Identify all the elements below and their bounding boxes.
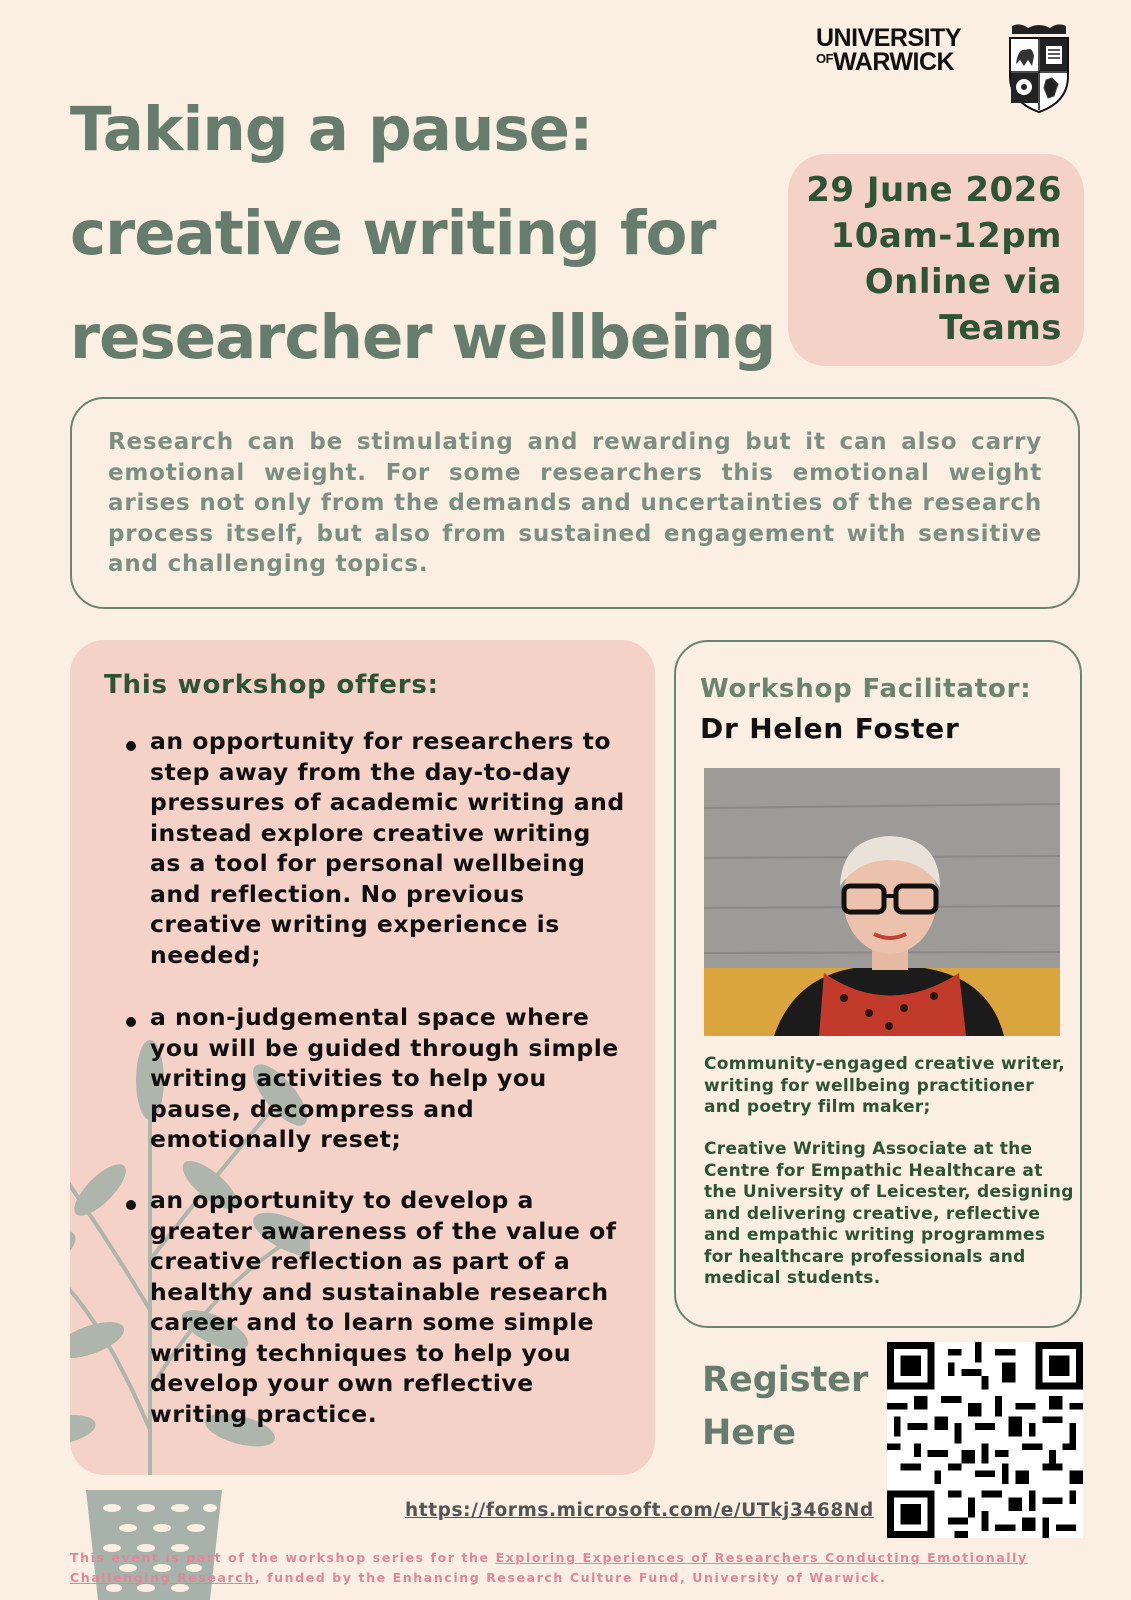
facilitator-name: Dr Helen Foster [700,712,960,745]
here-label: Here [702,1413,797,1453]
event-location-line-1: Online via [864,262,1062,302]
title-line-2: creative writing for [70,198,716,269]
intro-text: Research can be stimulating and rewarding but it can also carry emotional weight. For some researchers this emotional weight arises not only from the demands and uncertainties of the research process itself, but also from sustained engagement with sensitive and challenging topics. [108,429,1042,577]
footer-suffix: , funded by the Enhancing Research Culture Fund, University of Warwick. [254,1570,887,1585]
crest-icon [1006,24,1072,114]
qr-code-icon[interactable] [887,1342,1083,1538]
facilitator-box [674,640,1082,1328]
register-label: Register [702,1360,869,1400]
page-title [70,78,790,390]
event-details-box [788,154,1084,366]
title-line-3: researcher wellbeing [70,302,776,373]
logo-university-text: UNIVERSITY [816,24,962,52]
footer-prefix: This event is part of the workshop series for the [70,1550,496,1565]
facilitator-bio-1: Community-engaged creative writer, writing for wellbeing practitioner and poetry film maker; [704,1054,1065,1117]
offers-box [70,640,655,1475]
facilitator-heading: Workshop Facilitator: [700,674,1032,704]
event-date: 29 June 2026 [806,170,1062,210]
university-logo [816,24,1076,114]
facilitator-bio-2: Creative Writing Associate at the Centre for Empathic Healthcare at the University of Leicester, designing and delivering creative, reflective and empathic writing programmes for healthcare professionals and medical students. [704,1139,1074,1288]
footer-series-link[interactable]: Exploring Experiences of Researchers Conducting Emotionally Challenging Research [70,1550,1028,1585]
offer-item-2: a non-judgemental space where you will be guided through simple writing activities to help you pause, decompress and emotionally reset; [150,1003,619,1153]
bullet-icon [126,1200,136,1210]
bullet-icon [126,1017,136,1027]
logo-of-text: OF [816,51,834,66]
offer-item-3: an opportunity to develop a greater awareness of the value of creative reflection as part of a healthy and sustainable research career and to learn some simple writing techniques to help you develop your own reflective writing practice. [150,1186,617,1428]
offer-item-1: an opportunity for researchers to step away from the day-to-day pressures of academic writing and instead explore creative writing as a tool for personal wellbeing and reflection. No previous creative writing experience is needed; [150,727,625,969]
intro-box [70,397,1080,609]
event-location-line-2: Teams [939,308,1062,348]
footer-note [70,1548,1082,1588]
logo-warwick-text: WARWICK [833,48,955,76]
registration-link[interactable]: https://forms.microsoft.com/e/UTkj3468Nd [405,1500,874,1521]
event-time: 10am-12pm [830,216,1062,256]
bullet-icon [126,741,136,751]
facilitator-photo [704,768,1060,1036]
offers-heading: This workshop offers: [104,670,439,700]
logo-warwick-line [816,48,954,77]
title-line-1: Taking a pause: [70,94,593,165]
